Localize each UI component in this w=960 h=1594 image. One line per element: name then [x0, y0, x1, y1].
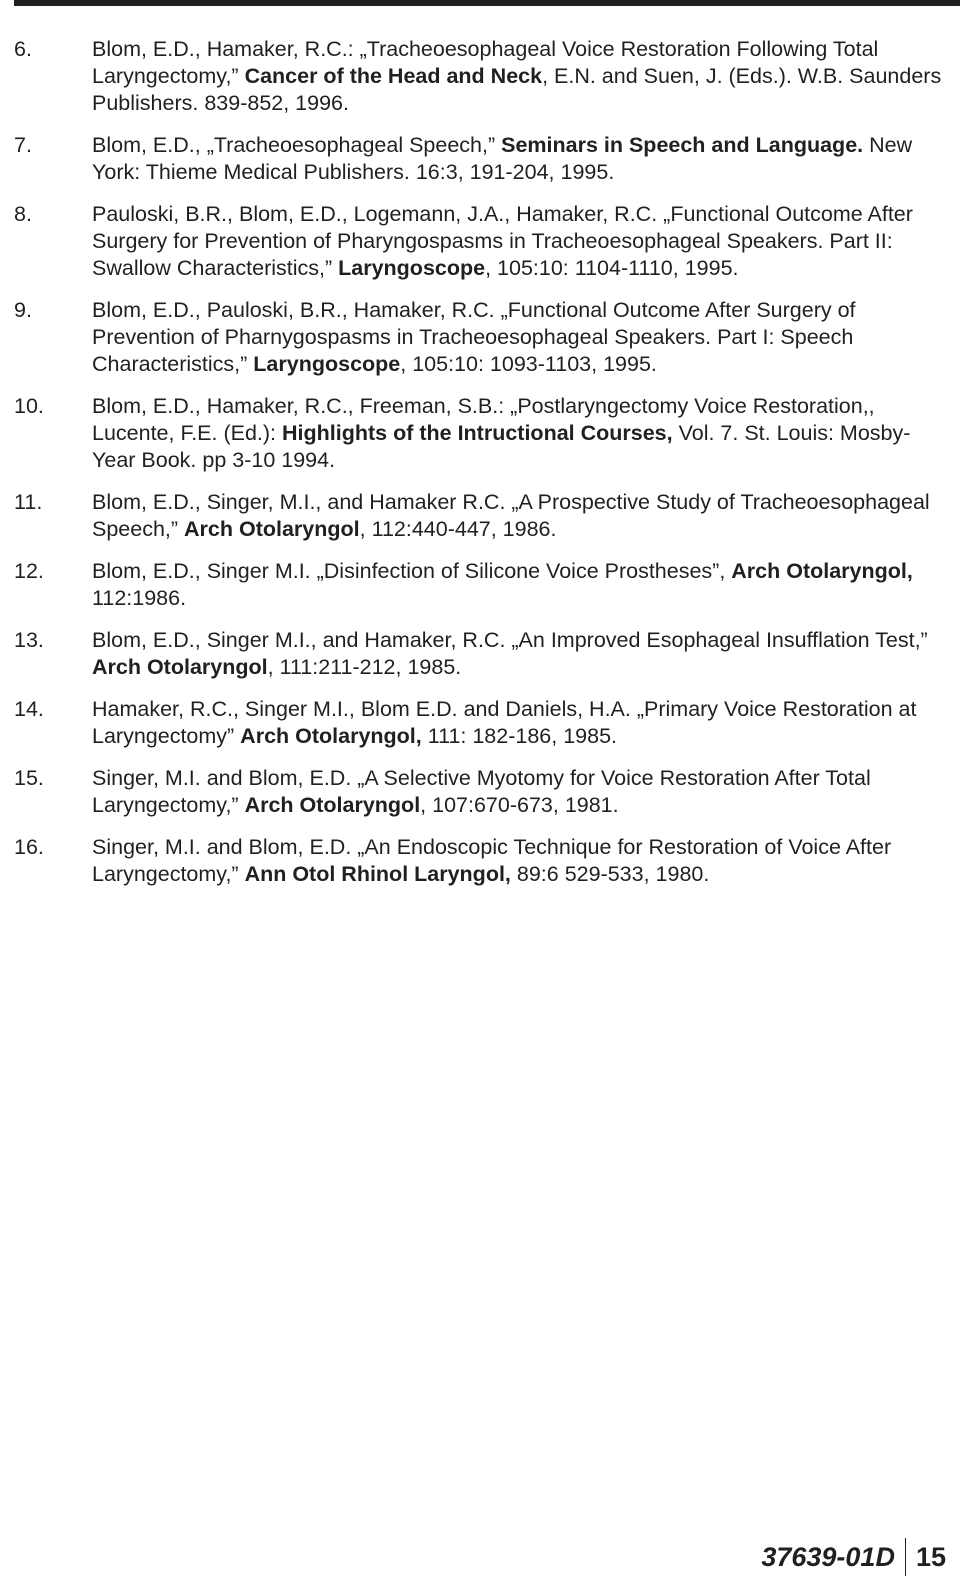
reference-number: 10. — [14, 394, 44, 418]
reference-segment: Singer, M.I. and Blom, E.D. „A Selective Myotomy for Voice Restoration After Total Laryngectomy,” — [92, 766, 877, 817]
reference-text — [92, 298, 862, 376]
reference-text — [92, 628, 934, 679]
reference-text — [92, 697, 922, 748]
reference-list — [14, 36, 946, 903]
journal-title: Highlights of the Intructional Courses, — [282, 421, 673, 445]
reference-number: 8. — [14, 202, 32, 226]
reference-number: 11. — [14, 490, 43, 514]
top-rule — [14, 0, 960, 6]
reference-segment: 111: 182-186, 1985. — [421, 724, 618, 748]
journal-title: Arch Otolaryngol — [244, 793, 421, 817]
reference-number: 14. — [14, 697, 44, 721]
reference-segment: 112:1986. — [92, 559, 919, 610]
reference-item — [14, 36, 946, 117]
reference-segment: Blom, E.D., Singer, M.I., and Hamaker R.C. „A Prospective Study of Tracheoesophageal Speech,” — [92, 490, 936, 541]
reference-segment: , 111:211-212, 1985. — [267, 655, 462, 679]
reference-segment: , 112:440-447, 1986. — [359, 517, 557, 541]
journal-title: Ann Otol Rhinol Laryngol, — [244, 862, 511, 886]
reference-segment: , 105:10: 1104-1110, 1995. — [485, 256, 739, 280]
journal-title: Laryngoscope — [338, 256, 486, 280]
reference-number: 9. — [14, 298, 32, 322]
journal-title: Arch Otolaryngol, — [240, 724, 422, 748]
reference-item — [14, 627, 946, 681]
reference-segment: Blom, E.D., Singer M.I., and Hamaker, R.C. „An Improved Esophageal Insufflation Test,” — [92, 628, 934, 652]
reference-text — [92, 490, 936, 541]
journal-title: Cancer of the Head and Neck — [244, 64, 543, 88]
reference-text — [92, 202, 919, 280]
reference-segment: , 105:10: 1093-1103, 1995. — [400, 352, 657, 376]
reference-text — [92, 766, 877, 817]
reference-text — [92, 37, 947, 115]
reference-item — [14, 489, 946, 543]
journal-title: Seminars in Speech and Language. — [501, 133, 864, 157]
reference-number: 6. — [14, 37, 32, 61]
reference-text — [92, 133, 918, 184]
reference-segment: New York: Thieme Medical Publishers. 16:3, 191-204, 1995. — [92, 133, 918, 184]
journal-title: Arch Otolaryngol — [92, 655, 268, 679]
reference-number: 15. — [14, 766, 44, 790]
reference-number: 16. — [14, 835, 44, 859]
page-number: 15 — [915, 1541, 946, 1572]
reference-item — [14, 696, 946, 750]
reference-item — [14, 201, 946, 282]
journal-title: Arch Otolaryngol — [184, 517, 360, 541]
reference-segment: , 107:670-673, 1981. — [420, 793, 619, 817]
reference-segment: 89:6 529-533, 1980. — [510, 862, 710, 886]
reference-segment: Vol. 7. St. Louis: Mosby-Year Book. pp 3-10 1994. — [92, 421, 911, 472]
page-footer — [761, 1537, 946, 1577]
journal-title: Laryngoscope — [253, 352, 401, 376]
reference-item — [14, 297, 946, 378]
reference-segment: Blom, E.D., „Tracheoesophageal Speech,” — [92, 133, 502, 157]
reference-item — [14, 393, 946, 474]
reference-item — [14, 132, 946, 186]
reference-number: 12. — [14, 559, 44, 583]
journal-title: Arch Otolaryngol, — [731, 559, 913, 583]
reference-segment: Blom, E.D., Pauloski, B.R., Hamaker, R.C. „Functional Outcome After Surgery of Prevention of Pharnygospasms in Tracheoesophageal Speakers. Part I: Speech Characteristics,” — [92, 298, 862, 376]
reference-segment: Blom, E.D., Singer M.I. „Disinfection of Silicone Voice Prostheses”, — [92, 559, 732, 583]
reference-text — [92, 835, 897, 886]
reference-segment: Blom, E.D., Hamaker, R.C.: „Tracheoesophageal Voice Restoration Following Total Laryngectomy,” — [92, 37, 885, 88]
reference-number: 7. — [14, 133, 32, 157]
reference-segment: Pauloski, B.R., Blom, E.D., Logemann, J.A., Hamaker, R.C. „Functional Outcome After Surgery for Prevention of Pharyngospasms in Tracheoesophageal Speakers. Part II: Swallow Characteristics,” — [92, 202, 919, 280]
reference-segment: Hamaker, R.C., Singer M.I., Blom E.D. and Daniels, H.A. „Primary Voice Restoration at Laryngectomy” — [92, 697, 923, 748]
reference-text — [92, 559, 919, 610]
document-code: 37639-01D — [761, 1541, 895, 1572]
reference-segment: Blom, E.D., Hamaker, R.C., Freeman, S.B.: „Postlaryngectomy Voice Restoration,, Lucente, F.E. (Ed.): — [92, 394, 881, 445]
reference-text — [92, 394, 910, 472]
reference-item — [14, 558, 946, 612]
reference-segment: , E.N. and Suen, J. (Eds.). W.B. Saunders Publishers. 839-852, 1996. — [92, 64, 948, 115]
reference-segment: Singer, M.I. and Blom, E.D. „An Endoscopic Technique for Restoration of Voice After Laryngectomy,” — [92, 835, 898, 886]
reference-number: 13. — [14, 628, 44, 652]
reference-item — [14, 765, 946, 819]
reference-item — [14, 834, 946, 888]
